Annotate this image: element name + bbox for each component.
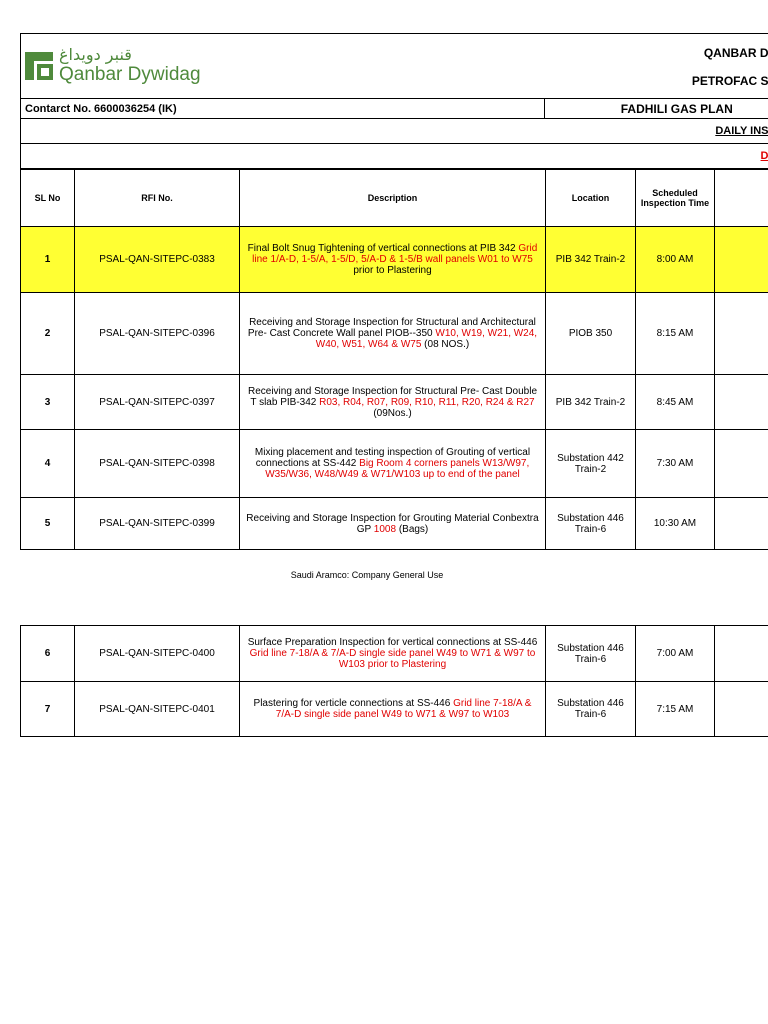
title-cell: [545, 34, 768, 99]
inspection-table-continued: [20, 625, 768, 737]
table-row: [21, 498, 768, 550]
col-scheduled-time: Scheduled Inspection Time: [636, 170, 715, 227]
table-row: [21, 227, 768, 293]
date-fragment: D: [760, 150, 768, 162]
logo-arabic-text: قنبر دويداغ: [59, 45, 132, 64]
row-sl: 7: [21, 682, 75, 737]
row-description: Plastering for verticle connections at SS-446 Grid line 7-18/A & 7/A-D single side panel W49 to W71 & W97 to W103: [240, 682, 546, 737]
row-rfi: PSAL-QAN-SITEPC-0398: [75, 430, 240, 498]
col-location: Location: [546, 170, 636, 227]
row-time: 8:15 AM: [636, 293, 715, 375]
logo-cell: [21, 34, 545, 99]
row-location: Substation 442 Train-2: [546, 430, 636, 498]
client-title: PETROFAC S: [691, 74, 768, 88]
logo-english-text: Qanbar Dywidag: [59, 64, 201, 85]
row-time: 8:45 AM: [636, 375, 715, 430]
table-row: [21, 375, 768, 430]
table-row: [21, 293, 768, 375]
inspection-table: [20, 169, 768, 550]
table-row: [21, 682, 768, 737]
row-rfi: PSAL-QAN-SITEPC-0400: [75, 626, 240, 682]
company-title: QANBAR D: [703, 46, 768, 60]
row-location: Substation 446 Train-6: [546, 626, 636, 682]
row-location: Substation 446 Train-6: [546, 498, 636, 550]
logo-mark-icon: [25, 52, 53, 80]
report-header: [20, 33, 768, 550]
row-location: PIOB 350: [546, 293, 636, 375]
row-description: Final Bolt Snug Tightening of vertical connections at PIB 342 Grid line 1/A-D, 1-5/A, 1-5/D, 5/A-D & 1-5/B wall panels W01 to W75 prior to Plastering: [240, 227, 546, 293]
row-time: 7:00 AM: [636, 626, 715, 682]
row-rfi: PSAL-QAN-SITEPC-0383: [75, 227, 240, 293]
row-location: PIB 342 Train-2: [546, 375, 636, 430]
row-time: 7:15 AM: [636, 682, 715, 737]
row-description: Receiving and Storage Inspection for Structural Pre- Cast Double T slab PIB-342 R03, R04, R07, R09, R10, R11, R20, R24 & R27 (09Nos.): [240, 375, 546, 430]
row-description: Surface Preparation Inspection for vertical connections at SS-446 Grid line 7-18/A & 7/A-D single side panel W49 to W71 & W97 to W103 prior to Plastering: [240, 626, 546, 682]
col-rfi-no: RFI No.: [75, 170, 240, 227]
row-rfi: PSAL-QAN-SITEPC-0396: [75, 293, 240, 375]
row-description: Receiving and Storage Inspection for Grouting Material Conbextra GP 1008 (Bags): [240, 498, 546, 550]
row-time: 10:30 AM: [636, 498, 715, 550]
table-header-row: [21, 170, 768, 227]
row-location: PIB 342 Train-2: [546, 227, 636, 293]
contract-number: Contarct No. 6600036254 (IK): [21, 99, 545, 119]
row-rfi: PSAL-QAN-SITEPC-0399: [75, 498, 240, 550]
row-sl: 4: [21, 430, 75, 498]
row-sl: 3: [21, 375, 75, 430]
company-logo: [25, 46, 541, 86]
row-description: Mixing placement and testing inspection of Grouting of vertical connections at SS-442 Big Room 4 corners panels W13/W97, W35/W36, W48/W49 & W71/W103 up to end of the panel: [240, 430, 546, 498]
report-title: DAILY INS: [715, 125, 768, 137]
row-rfi: PSAL-QAN-SITEPC-0401: [75, 682, 240, 737]
row-sl: 5: [21, 498, 75, 550]
row-sl: 6: [21, 626, 75, 682]
row-description: Receiving and Storage Inspection for Structural and Architectural Pre- Cast Concrete Wall panel PIOB--350 W10, W19, W21, W24, W40, W51, W64 & W75 (08 NOS.): [240, 293, 546, 375]
footer-classification-note: Saudi Aramco: Company General Use: [290, 570, 444, 580]
header-table: [20, 33, 768, 169]
row-time: 7:30 AM: [636, 430, 715, 498]
row-rfi: PSAL-QAN-SITEPC-0397: [75, 375, 240, 430]
col-sl-no: SL No: [21, 170, 75, 227]
row-sl: 2: [21, 293, 75, 375]
table-row: [21, 430, 768, 498]
row-time: 8:00 AM: [636, 227, 715, 293]
table-row: [21, 626, 768, 682]
row-sl: 1: [21, 227, 75, 293]
project-title: FADHILI GAS PLAN: [545, 99, 768, 119]
col-description: Description: [240, 170, 546, 227]
row-location: Substation 446 Train-6: [546, 682, 636, 737]
